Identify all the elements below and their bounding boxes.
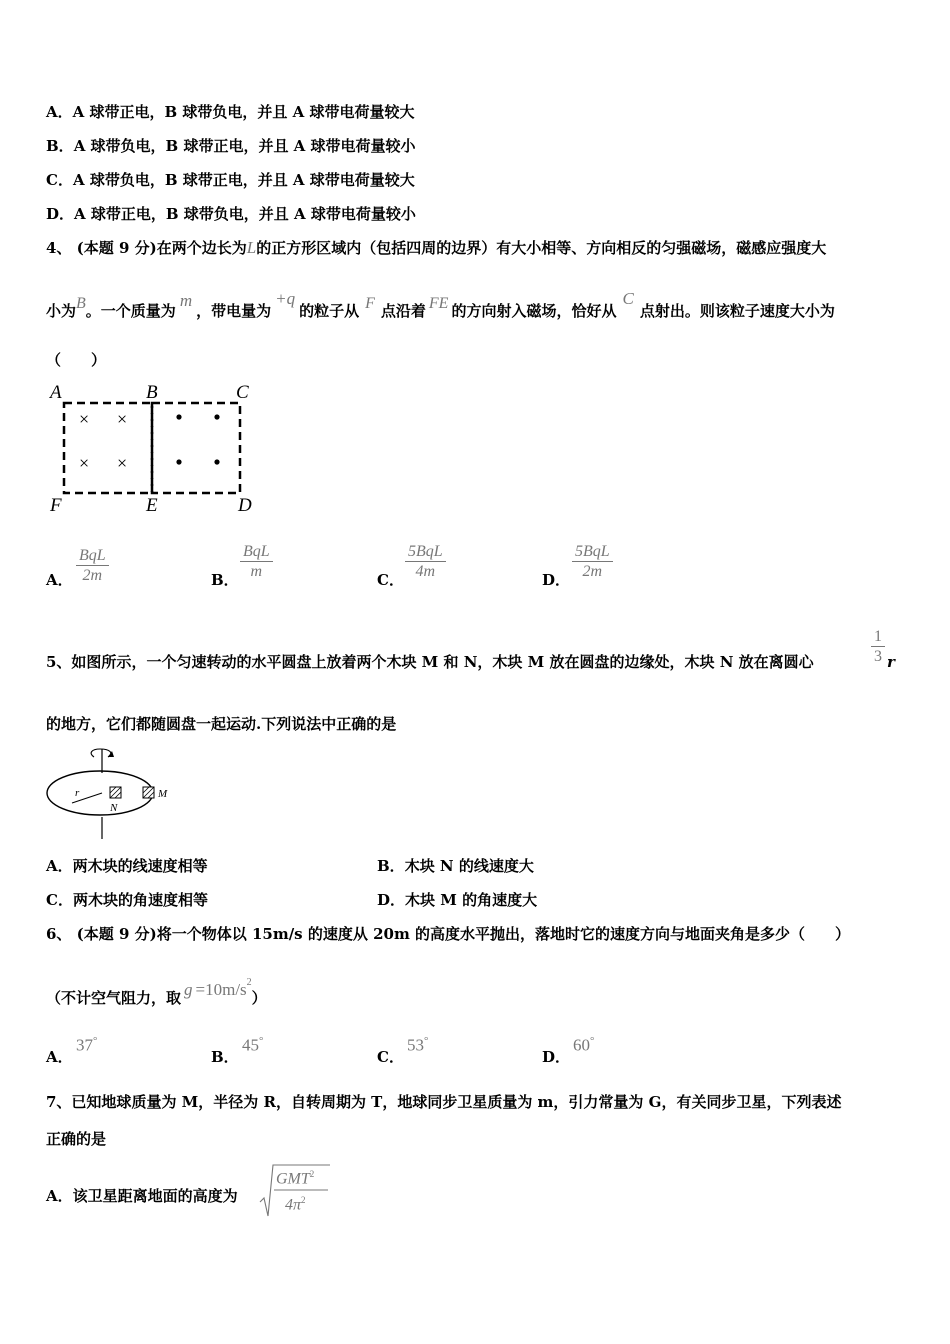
field-out-icon	[214, 414, 219, 419]
q6-stem-line2: （不计空气阻力，取 $g =10m/s^2$）	[46, 977, 267, 1007]
q3-option-c: C．A 球带负电，B 球带正电，并且 A 球带电荷量较大	[46, 171, 415, 189]
q4-option-d-letter: D．	[542, 571, 571, 589]
field-into-icon: ×	[79, 409, 90, 429]
q5-stem-line1: 5、如图所示，一个匀速转动的水平圆盘上放着两个木块 M 和 N，木块 M 放在圆盘的边缘处，木块 N 放在离圆心	[46, 653, 814, 671]
q6-option-b-letter: B．	[211, 1048, 239, 1066]
q5-one-third-fraction: $\frac{1}{3}$	[871, 628, 885, 667]
rotating-disk-figure	[44, 745, 184, 841]
label-n: N	[110, 802, 118, 814]
q4-option-a-fraction: BqL 2m	[76, 547, 109, 586]
q5-option-c: C．两木块的角速度相等	[46, 891, 208, 909]
q6-option-c-angle: 53°	[407, 1035, 429, 1055]
field-into-icon: ×	[117, 409, 128, 429]
q7-stem-line1: 7、已知地球质量为 M，半径为 R，自转周期为 T，地球同步卫星质量为 m，引力常量为 G，有关同步卫星，下列表述	[46, 1093, 842, 1111]
label-a: A	[50, 382, 62, 403]
field-out-icon	[176, 414, 181, 419]
q5-symbol-r: r	[887, 653, 895, 671]
q5-option-b: B．木块 N 的线速度大	[377, 857, 534, 875]
field-out-icon	[214, 459, 219, 464]
label-m: M	[158, 788, 168, 800]
magnetic-field-figure	[44, 378, 264, 516]
label-r: r	[75, 787, 80, 799]
q4-answer-paren: （ ）	[46, 351, 107, 369]
q7-option-a-formula: GMT$^2$ $4\pi^2$	[258, 1162, 332, 1220]
q7-option-a: A．该卫星距离地面的高度为	[46, 1187, 238, 1205]
field-into-icon: ×	[117, 453, 128, 473]
label-d: D	[238, 495, 252, 516]
q6-option-d-angle: 60°	[573, 1035, 595, 1055]
q6-option-b-angle: 45°	[242, 1035, 264, 1055]
q6-option-a-letter: A．	[46, 1048, 73, 1066]
label-f: F	[50, 495, 62, 516]
q4-option-a-letter: A．	[46, 571, 73, 589]
q4-option-c-fraction: 5BqL 4m	[405, 543, 446, 582]
q4-option-c-letter: C．	[377, 571, 404, 589]
q4-option-b-letter: B．	[211, 571, 239, 589]
q4-option-d-fraction: 5BqL 2m	[572, 543, 613, 582]
q3-option-d: D．A 球带正电，B 球带负电，并且 A 球带电荷量较小	[46, 205, 416, 223]
rotation-arrow-icon	[91, 749, 111, 757]
q3-option-a: A．A 球带正电，B 球带负电，并且 A 球带电荷量较大	[46, 103, 415, 121]
label-e: E	[146, 495, 158, 516]
q4-option-b-fraction: BqL m	[240, 543, 273, 582]
q6-option-d-letter: D．	[542, 1048, 571, 1066]
q6-stem-line1: 6、 (本题 9 分)将一个物体以 15m/s 的速度从 20m 的高度水平抛出，落地时它的速度方向与地面夹角是多少（ ）	[46, 925, 851, 943]
q4-stem-line2: 小为B。一个质量为m，带电量为+q的粒子从 F 点沿着 FE 的方向射入磁场，恰好从C点射出。则该粒子速度大小为	[46, 289, 835, 320]
label-c: C	[236, 382, 249, 403]
label-b: B	[146, 382, 158, 403]
field-out-icon	[176, 459, 181, 464]
q5-stem-line2: 的地方，它们都随圆盘一起运动.下列说法中正确的是	[46, 715, 397, 733]
q6-option-a-angle: 37°	[76, 1035, 98, 1055]
q7-stem-line2: 正确的是	[46, 1130, 107, 1148]
q5-option-a: A．两木块的线速度相等	[46, 857, 208, 875]
q4-stem-line1: 4、 (本题 9 分)在两个边长为L的正方形区域内（包括四周的边界）有大小相等、方向相反的匀强磁场，磁感应强度大	[46, 238, 827, 257]
field-into-icon: ×	[79, 453, 90, 473]
q5-option-d: D．木块 M 的角速度大	[377, 891, 538, 909]
q6-option-c-letter: C．	[377, 1048, 404, 1066]
q3-option-b: B．A 球带负电，B 球带正电，并且 A 球带电荷量较小	[46, 137, 416, 155]
